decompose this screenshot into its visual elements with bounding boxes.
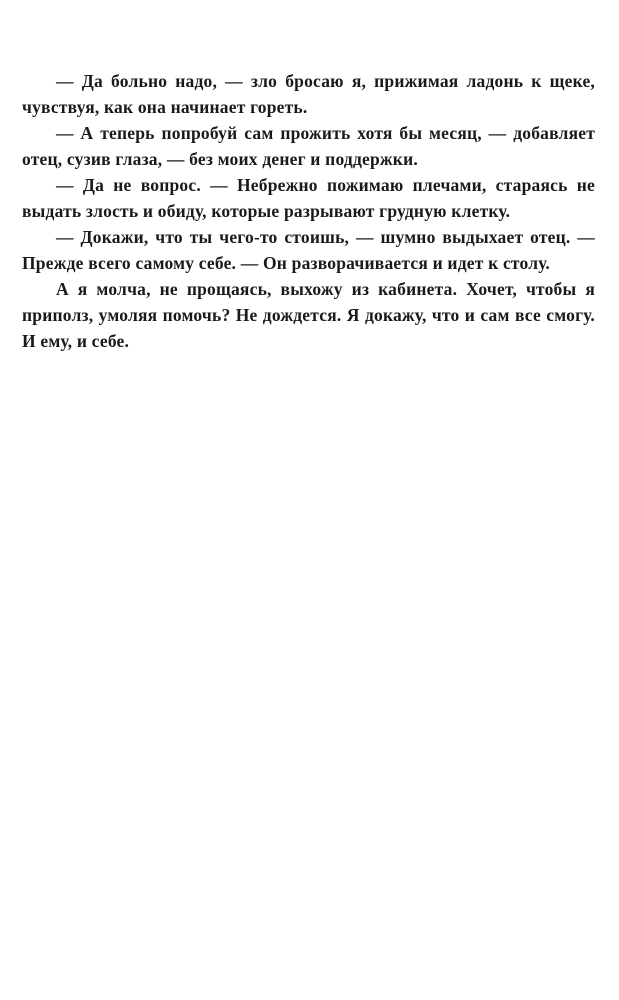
paragraph: — Да больно надо, — зло бросаю я, прижимая ладонь к щеке, чувствуя, как она начинает гореть. — [22, 71, 595, 117]
paragraph: — Да не вопрос. — Небрежно пожимаю плечами, стараясь не выдать злость и обиду, которые разрывают грудную клетку. — [22, 175, 595, 221]
paragraph: А я молча, не прощаясь, выхожу из кабинета. Хочет, чтобы я приполз, умоляя помочь? Не дождется. Я докажу, что и сам все смогу. И ему, и себе. — [22, 279, 595, 351]
paragraph: — Докажи, что ты чего-то стоишь, — шумно выдыхает отец. — Прежде всего самому себе. — Он разворачивается и идет к столу. — [22, 227, 595, 273]
paragraph: — А теперь попробуй сам прожить хотя бы месяц, — добавляет отец, сузив глаза, — без моих денег и поддержки. — [22, 123, 595, 169]
page-text — [22, 68, 595, 354]
